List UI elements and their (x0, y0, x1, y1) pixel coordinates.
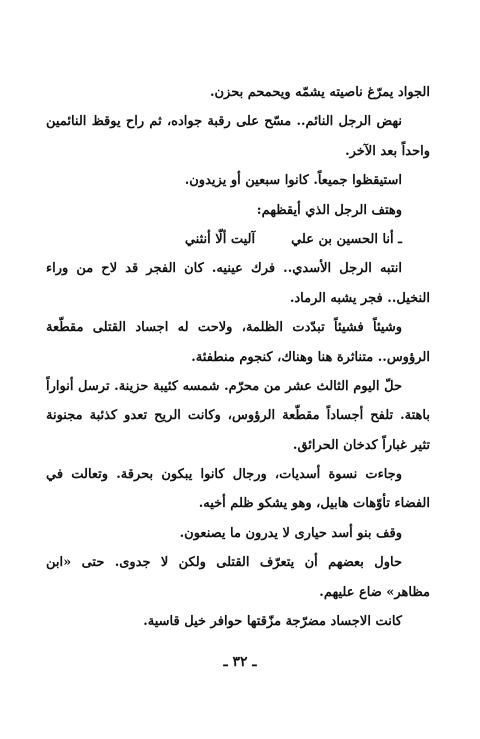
text-line: مظاهر» ضاع عليهم. (319, 584, 430, 600)
text-line: كانت الاجساد مضرّجة مزّقتها حوافر خيل قاسية. (143, 614, 402, 630)
text-line: نهض الرجل النائم.. مسّح على رقبة جواده، ثم راح يوقظ النائمين (46, 114, 402, 130)
text-line: الفضاء تأوّهات هابيل، وهو يشكو ظلم أخيه. (198, 496, 430, 512)
body-text (46, 78, 430, 636)
text-line: باهتة. تلفح أجساداً مقطّعة الرؤوس، وكانت الريح تعدو كذئبة مجنونة (46, 408, 430, 424)
text-line: حاول بعضهم أن يتعرّف القتلى ولكن لا جدوى. حتى «ابن (46, 555, 402, 571)
page-number: ـ ٣٢ ـ (223, 654, 257, 670)
text-line: وقف بنو أسد حيارى لا يدرون ما يصنعون. (179, 525, 402, 541)
text-line: تثير غباراً كدخان الحرائق. (292, 437, 430, 453)
text-line: واحداً بعد الآخر. (345, 143, 430, 159)
text-line: الرؤوس.. متناثرة هنا وهناك، كنجوم منطفئة. (191, 349, 430, 365)
text-line: انتبه الرجل الأسدي.. فرك عينيه. كان الفجر قد لاح من وراء (46, 261, 402, 277)
text-line: حلّ اليوم الثالث عشر من محرّم. شمسه كئيبة حزينة. ترسل أنواراً (46, 378, 402, 394)
text-line: النخيل.. فجر يشبه الرماد. (289, 290, 430, 306)
verse-line (46, 225, 430, 254)
text-line: استيقظوا جميعاً. كانوا سبعين أو يزيدون. (184, 173, 402, 189)
text-line: وجاءت نسوة أسديات، ورجال كانوا يبكون بحرقة. وتعالت في (46, 467, 402, 483)
text-line: الجواد يمرّغ ناصيته يشمّه ويحمحم بحزن. (209, 85, 430, 100)
verse-hemistich-first: ـ أنا الحسين بن علي (291, 231, 402, 247)
text-line: وشيئاً فشيئاً تبدّدت الظلمة، ولاحت له اجساد القتلى مقطّعة (46, 320, 402, 336)
verse-hemistich-second: آليت ألّا أنثني (184, 231, 256, 247)
text-line: وهتف الرجل الذي أيقظهم: (256, 202, 402, 218)
